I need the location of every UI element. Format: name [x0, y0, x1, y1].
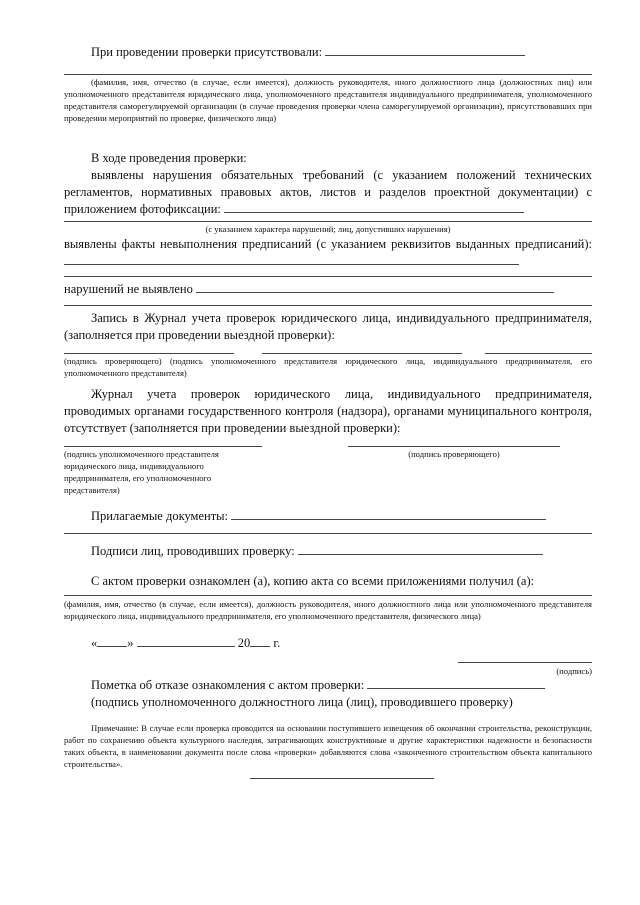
no-violations-label: нарушений не выявлено [64, 282, 193, 296]
rep-signature-line[interactable] [64, 446, 262, 447]
no-violations-row [64, 281, 592, 298]
signatures-row [64, 543, 592, 560]
during-block [64, 150, 592, 218]
acquainted-text: С актом проверки ознакомлен (а), копию акта со всеми приложениями получил (а): [91, 574, 535, 588]
present-note: (фамилия, имя, отчество (в случае, если имеется), должность руководителя, иного должностного лица (должностных лиц) или уполномоченного представителя юридического лица, уполномоченного представителя индивидуального предпринимателя, уполномоченного представителя саморегулируемой организации (в случае проведения проверки члена саморегулируемой организации), присутствовавших при проведении мероприятий по проверке, физического лица) [64, 77, 592, 123]
no-violations-field[interactable] [196, 281, 554, 293]
date-open-quote: « [91, 636, 98, 650]
journal-entry-note: (подпись проверяющего) (подпись уполномоченного представителя юридического лица, индивидуального предпринимателя, его уполномоченного представителя) [64, 356, 592, 378]
inspector-signature-note: (подпись проверяющего) [408, 449, 500, 459]
present-row [64, 44, 592, 61]
violations-note-block [64, 223, 592, 235]
signatures-label: Подписи лиц, проводивших проверку: [91, 544, 295, 558]
date-suffix: г. [273, 636, 281, 650]
footnote-block [64, 722, 592, 770]
date-row [64, 635, 592, 652]
date-day-field[interactable] [97, 635, 127, 647]
orders-text: выявлены факты невыполнения предписаний (с указанием реквизитов выданных предписаний): [64, 237, 592, 251]
rep-signature-note: (подпись уполномоченного представителя юридического лица, индивидуального предпринимателя, его уполномоченного представителя) [64, 449, 219, 495]
footnote-divider [250, 778, 434, 779]
refusal-row [64, 677, 592, 711]
during-label: В ходе проведения проверки: [91, 151, 247, 165]
date-close-quote: » [127, 636, 134, 650]
present-field[interactable] [325, 44, 525, 56]
refusal-note: (подпись уполномоченного должностного лица (лиц), проводившего проверку) [91, 695, 513, 709]
signature-note-block [458, 665, 592, 677]
orders-field-line-2[interactable] [64, 276, 592, 277]
violations-note: (с указанием характера нарушений; лиц, допустивших нарушения) [205, 224, 451, 234]
signatures-field[interactable] [298, 543, 543, 555]
present-label: При проведении проверки присутствовали: [91, 45, 323, 59]
inspector-signature-line[interactable] [64, 353, 234, 354]
journal-absent-block [64, 386, 592, 437]
journal-absent-text: Журнал учета проверок юридического лица, индивидуального предпринимателя, проводимых органами государственного контроля (надзора), органами муниципального контроля, отсутствует (заполняется при проведении выездной проверки): [64, 387, 592, 435]
orders-field[interactable] [64, 253, 519, 265]
inspector-signature-line-2[interactable] [348, 446, 560, 447]
footnote: Примечание: В случае если проверка проводится на основании поступившего извещения об окончании строительства, реконструкции, работ по сохранению объекта культурного наследия, затрагивающих конструктивные и другие характеристики надежности и безопасности таких объекта, в наименовании документа после слова «проверки» добавляются слова «законченного строительством объекта капитального строительства». [64, 723, 592, 769]
attachments-label: Прилагаемые документы: [91, 509, 229, 523]
representative-signature-line-2[interactable] [485, 353, 592, 354]
date-year-field[interactable] [250, 635, 270, 647]
date-year-prefix: 20 [237, 636, 251, 650]
date-month-field[interactable] [137, 635, 235, 647]
rep-signature-note-block [64, 448, 264, 496]
no-violations-field-line-2[interactable] [64, 305, 592, 306]
acquainted-field[interactable] [64, 595, 592, 596]
attachments-row [64, 508, 592, 525]
journal-entry-text: Запись в Журнал учета проверок юридического лица, индивидуального предпринимателя, (заполняется при проведении выездной проверки): [64, 311, 592, 342]
journal-entry-block [64, 310, 592, 344]
signature-note: (подпись) [556, 666, 592, 676]
inspector-signature-note-block [348, 448, 560, 460]
attachments-field[interactable] [231, 508, 546, 520]
violations-text: выявлены нарушения обязательных требований (с указанием положений технических регламентов, нормативных правовых актов, листов и разделов проектной документации) с приложением фотофиксации: [64, 168, 592, 216]
representative-signature-line[interactable] [262, 353, 462, 354]
acquainted-note-block [64, 598, 592, 622]
violations-field-line-2[interactable] [64, 221, 592, 222]
orders-block [64, 236, 592, 270]
acquainted-note: (фамилия, имя, отчество (в случае, если имеется), должность руководителя, иного должностного лица или уполномоченного представителя юридического лица, индивидуального предпринимателя, его уполномоченного представителя, физического лица) [64, 599, 592, 621]
attachments-field-line-2[interactable] [64, 533, 592, 534]
refusal-label: Пометка об отказе ознакомления с актом проверки: [91, 678, 365, 692]
violations-field[interactable] [224, 201, 524, 213]
present-field-line-2[interactable] [64, 74, 592, 75]
present-note-block [64, 76, 592, 124]
journal-entry-note-block [64, 355, 592, 379]
signature-line[interactable] [458, 662, 592, 663]
acquainted-block [64, 573, 592, 590]
refusal-field[interactable] [367, 677, 545, 689]
